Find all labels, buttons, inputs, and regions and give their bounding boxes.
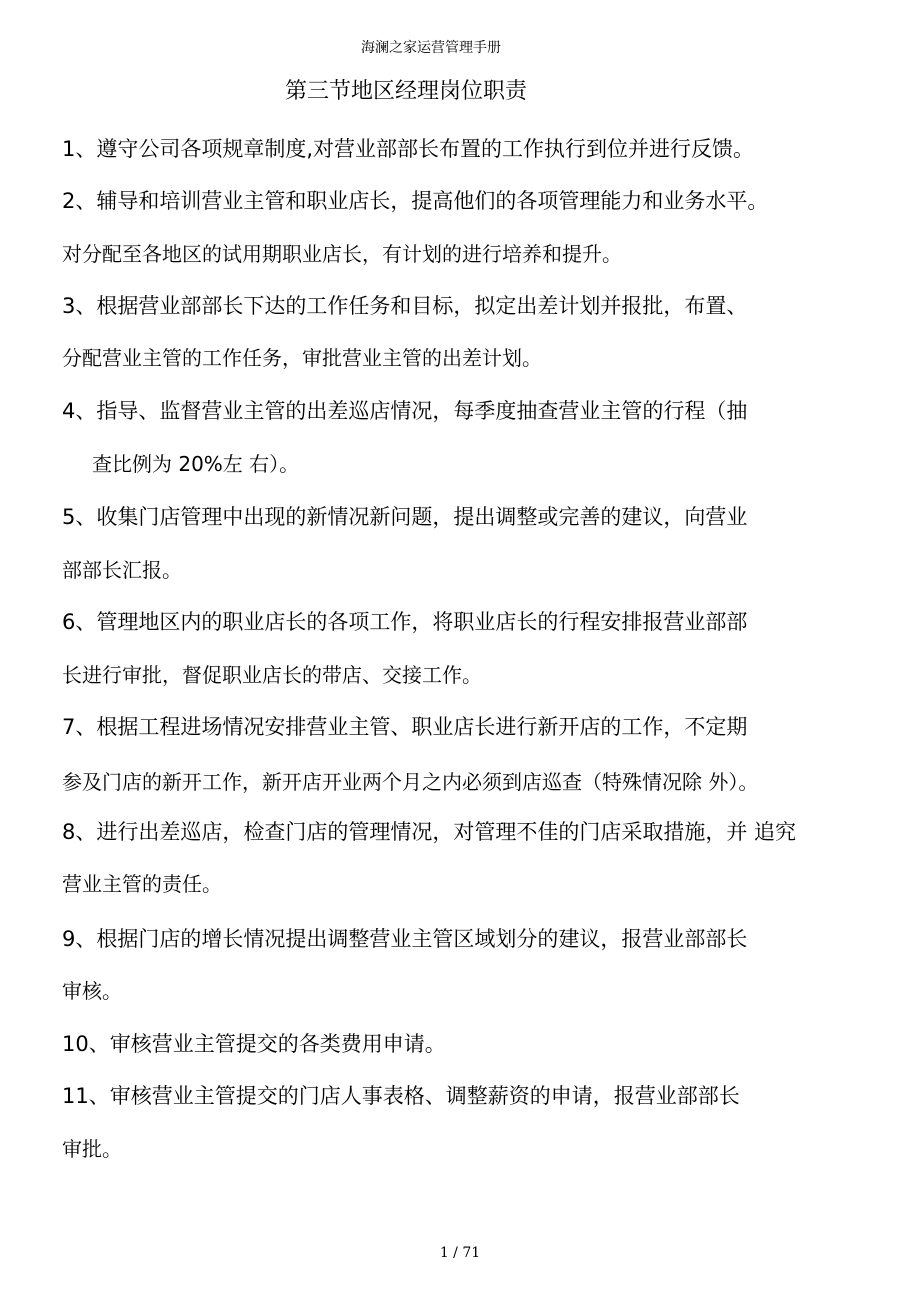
duty-line: 参及门店的新开工作，新开店开业两个月之内必须到店巡查（特殊情况除 外）。 <box>62 770 759 794</box>
duty-line: 审核。 <box>62 979 122 1003</box>
duty-line: 9、根据门店的增长情况提出调整营业主管区域划分的建议，报营业部部长 <box>62 927 748 951</box>
page-number: 1 / 71 <box>439 1245 481 1261</box>
duty-line: 8、进行出差巡店，检查门店的管理情况，对管理不佳的门店采取措施，并 追究 <box>62 820 797 844</box>
duty-line: 2、辅导和培训营业主管和职业店长，提高他们的各项管理能力和业务水平。 <box>62 189 769 213</box>
duty-line: 审批。 <box>62 1137 122 1161</box>
duty-line: 营业主管的责任。 <box>62 872 222 896</box>
duty-line: 长进行审批，督促职业店长的带店、交接工作。 <box>62 663 482 687</box>
duty-line: 6、管理地区内的职业店长的各项工作，将职业店长的行程安排报营业部部 <box>62 610 748 634</box>
section-title: 第三节地区经理岗位职责 <box>284 79 527 104</box>
duty-line: 5、收集门店管理中出现的新情况新问题，提出调整或完善的建议，向营业 <box>62 505 748 529</box>
duty-line: 分配营业主管的工作任务，审批营业主管的出差计划。 <box>62 346 542 370</box>
duty-line: 7、根据工程进场情况安排营业主管、职业店长进行新开店的工作，不定期 <box>62 715 748 739</box>
duty-line: 3、根据营业部部长下达的工作任务和目标，拟定出差计划并报批，布置、 <box>62 294 748 318</box>
duty-line: 11、审核营业主管提交的门店人事表格、调整薪资的申请，报营业部部长 <box>62 1084 740 1108</box>
duty-line: 部部长汇报。 <box>62 558 182 582</box>
duty-line: 对分配至各地区的试用期职业店长，有计划的进行培养和提升。 <box>62 242 622 266</box>
running-header: 海澜之家运营管理手册 <box>361 40 501 56</box>
duty-line: 1、遵守公司各项规章制度,对营业部部长布置的工作执行到位并进行反馈。 <box>62 137 755 161</box>
duty-line: 10、审核营业主管提交的各类费用申请。 <box>62 1032 446 1056</box>
duty-line: 4、指导、监督营业主管的出差巡店情况，每季度抽查营业主管的行程（抽 <box>62 399 748 423</box>
duty-line: 查比例为 20%左 右）。 <box>92 452 300 476</box>
